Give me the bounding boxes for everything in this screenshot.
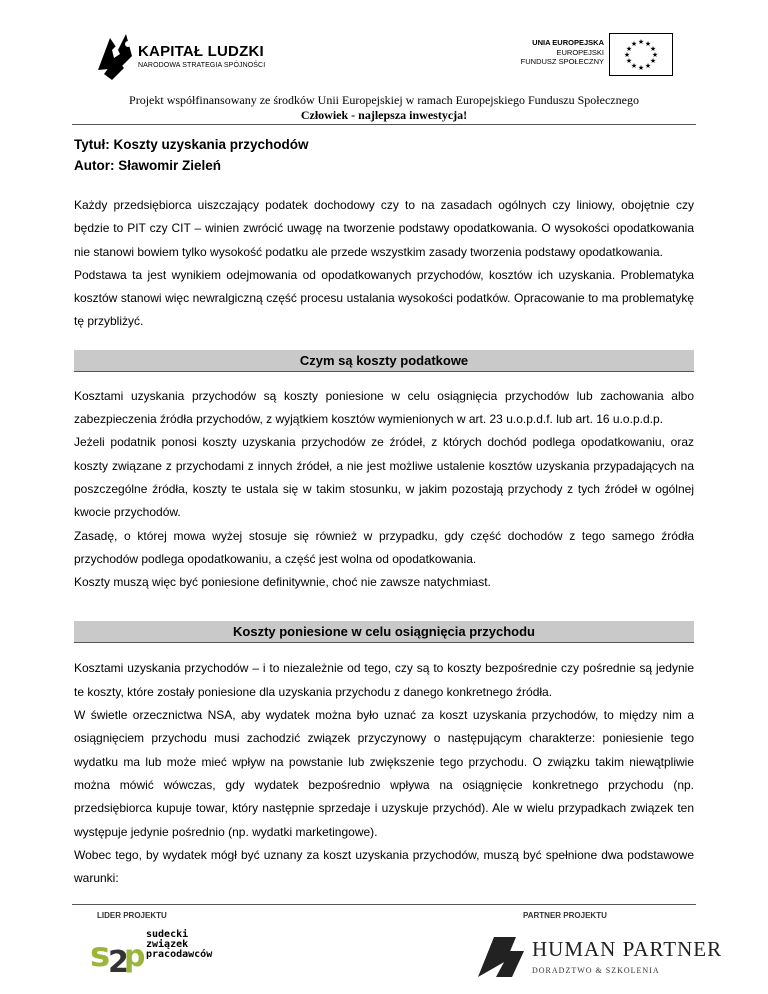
intro-paragraph-1: Każdy przedsiębiorca uiszczający podatek dochodowy czy to na zasadach ogólnych czy liniowy, obojętnie czy będzie to PIT czy CIT – winien zwrócić uwagę na tworzenie podstawy opodatkowania. O wysokości opodatkowania nie stanowi bowiem tylko wysokość podatku ale przede wszystkim zasady tworzenia podstawy opodatkowania. — [74, 198, 694, 259]
page-footer — [0, 904, 768, 994]
page-header — [0, 0, 768, 130]
section1-paragraph-1: Kosztami uzyskania przychodów są koszty poniesione w celu osiągnięcia przychodów lub zachowania albo zabezpieczenia źródła przychodów, z wyjątkiem kosztów wymienionych w art. 23 u.o.p.d.f. lub art. 16 u.o.p.d.p. — [74, 388, 694, 427]
svg-text:★: ★ — [630, 40, 638, 48]
svg-text:★: ★ — [649, 57, 657, 65]
eu-line2: EUROPEJSKI — [556, 47, 604, 57]
svg-text:★: ★ — [649, 45, 657, 53]
szp-line-1: sudecki — [146, 929, 189, 940]
svg-text:2: 2 — [108, 945, 129, 978]
project-slogan: Człowiek - najlepsza inwestycja! — [300, 108, 468, 122]
project-funding-note — [0, 93, 768, 123]
section2-paragraph-3: Wobec tego, by wydatek mógł być uznany za koszt uzyskania przychodów, muszą być spełnione dwa podstawowe warunki: — [74, 847, 694, 886]
szp-wordmark — [146, 930, 212, 960]
svg-text:★: ★ — [630, 62, 638, 70]
human-partner-name: HUMAN PARTNER — [532, 937, 723, 961]
header-divider — [72, 124, 696, 125]
leader-label: LIDER PROJEKTU — [97, 911, 167, 920]
document-title: Tytuł: Koszty uzyskania przychodów — [74, 137, 309, 152]
eu-flag-icon — [609, 33, 673, 76]
partner-label: PARTNER PROJEKTU — [523, 911, 607, 920]
eu-text — [490, 38, 604, 67]
kapital-ludzki-title: KAPITAŁ LUDZKI — [138, 43, 264, 60]
eu-line1: UNIA EUROPEJSKA — [532, 38, 604, 47]
svg-text:★: ★ — [637, 38, 645, 46]
section1-paragraph-3: Zasadę, o której mowa wyżej stosuje się również w przypadku, gdy część dochodów z tego samego źródła przychodów podlega opodatkowaniu, a część jest wolna od opodatkowania. — [74, 528, 694, 566]
document-author: Autor: Sławomir Zieleń — [74, 158, 222, 173]
section1-paragraph-2: Jeżeli podatnik ponosi koszty uzyskania przychodów ze źródeł, z których dochód podlega opodatkowaniu, oraz koszty związane z przychodami z innych źródeł, a nie jest możliwe ustalenie kosztów uzyskania przypadających na poszczególne źródła, koszty te ustala się w takim stosunku, w jakim pozostają przychody z tych źródeł w ogólnej kwocie przychodów. — [74, 435, 694, 520]
project-line-1: Projekt współfinansowany ze środków Unii Europejskiej w ramach Europejskiego Funduszu Społecznego — [129, 93, 639, 107]
svg-text:s: s — [90, 935, 111, 975]
document-body — [74, 132, 694, 890]
svg-text:p: p — [124, 939, 146, 974]
svg-text:★: ★ — [644, 40, 652, 48]
svg-text:★: ★ — [625, 57, 633, 65]
szp-line-2: związek — [146, 939, 189, 950]
footer-divider — [72, 904, 696, 905]
kapital-ludzki-subtitle: NARODOWA STRATEGIA SPÓJNOŚCI — [138, 62, 266, 69]
szp-line-3: pracodawców — [146, 949, 213, 960]
section2-paragraph-2: W świetle orzecznictwa NSA, aby wydatek można było uznać za koszt uzyskania przychodów, to między nim a osiągnięciem przychodu musi zachodzić związek przyczynowy o następującym charakterze: poniesienie tego wydatku ma lub może mieć wpływ na powstanie lub zwiększenie tego przychodu. O związku takim niewątpliwie można mówić wówczas, gdy wydatek bezpośrednio wpływa na osiągnięcie konkretnego przychodu (np. przedsiębiorca kupuje towar, który następnie sprzedaje i uzyskuje przychód). Ale w wielu przypadkach związek ten występuje jedynie pośrednio (np. wydatki marketingowe). — [74, 708, 694, 839]
human-partner-tagline: DORADZTWO & SZKOLENIA — [532, 966, 660, 975]
section1-paragraph-4: Koszty muszą więc być poniesione definitywnie, choć nie zawsze natychmiast. — [74, 575, 491, 590]
svg-text:★: ★ — [623, 51, 631, 59]
section2-paragraph-1: Kosztami uzyskania przychodów – i to niezależnie od tego, czy są to koszty bezpośrednie czy pośrednie są jedynie te koszty, które zostały poniesione dla uzyskania przychodu z danego konkretnego źródła. — [74, 661, 694, 699]
svg-text:★: ★ — [651, 51, 659, 59]
section-heading-2: Koszty poniesione w celu osiągnięcia przychodu — [74, 621, 694, 643]
svg-text:★: ★ — [644, 62, 652, 70]
intro-paragraph-2: Podstawa ta jest wynikiem odejmowania od opodatkowanych przychodów, kosztów ich uzyskania. Problematyka kosztów stanowi więc newralgiczną część procesu ustalania wysokości podatków. Opracowanie to ma problematykę tę przybliżyć. — [74, 267, 694, 329]
svg-text:★: ★ — [625, 45, 633, 53]
eu-line3: FUNDUSZ SPOŁECZNY — [520, 57, 604, 66]
svg-text:★: ★ — [637, 64, 645, 72]
section-heading-1: Czym są koszty podatkowe — [74, 350, 694, 372]
